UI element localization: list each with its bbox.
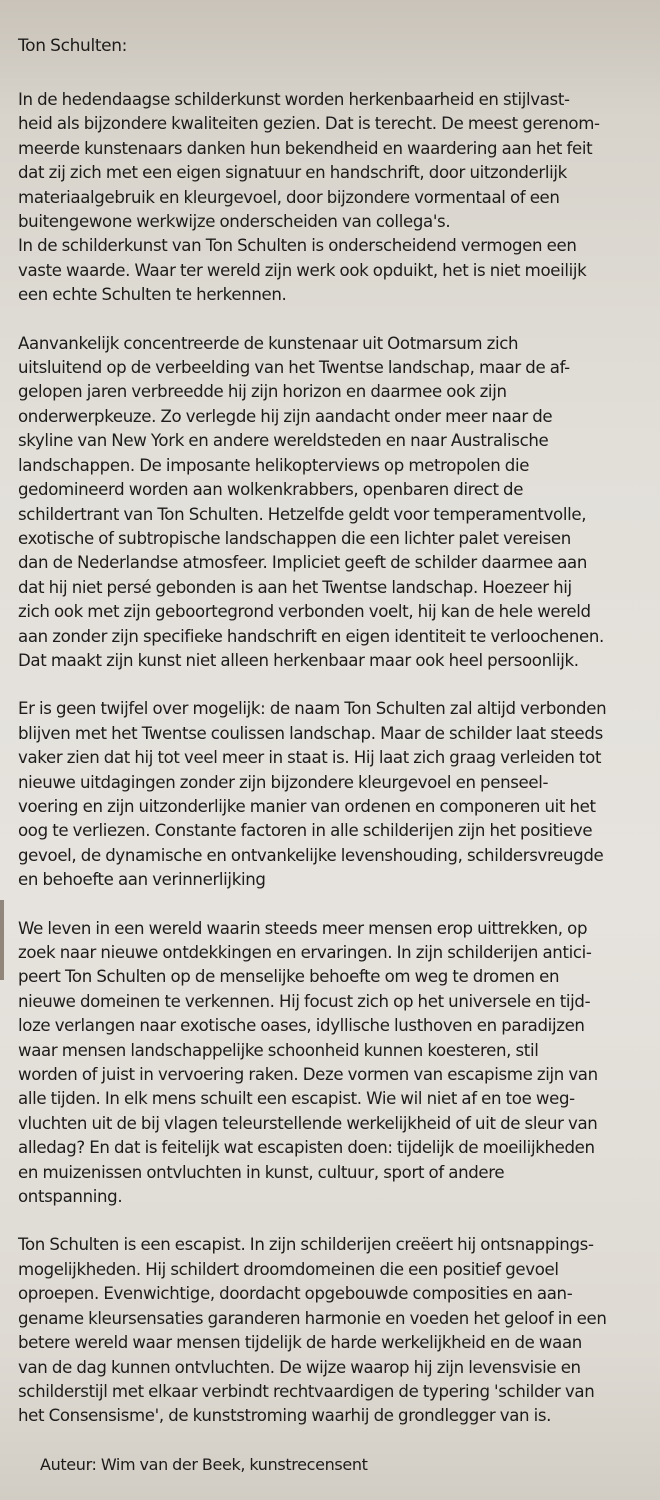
text-line: gevoel, de dynamische en ontvankelijke levenshouding, schildersvreugde: [18, 845, 604, 865]
text-line: meerde kunstenaars danken hun bekendheid en waardering aan het feit: [18, 138, 593, 158]
text-line: buitengewone werkwijze onderscheiden van collega's.: [18, 212, 451, 232]
text-line: exotische of subtropische landschappen die een lichter palet vereisen: [18, 528, 571, 548]
text-line: skyline van New York en andere wereldsteden en naar Australische: [18, 431, 549, 451]
text-line: betere wereld waar mensen tijdelijk de harde werkelijkheid en de waan: [18, 1333, 582, 1353]
text-line: gedomineerd worden aan wolkenkrabbers, openbaren direct de: [18, 480, 524, 500]
text-line: aan zonder zijn specifieke handschrift en eigen identiteit te verloochenen.: [18, 626, 604, 646]
text-line: landschappen. De imposante helikopterviews op metropolen die: [18, 455, 530, 475]
paragraph-gap: [18, 893, 648, 917]
paragraph-gap: [18, 673, 648, 697]
text-line: Ton Schulten is een escapist. In zijn schilderijen creëert hij ontsnappings-: [18, 1235, 594, 1255]
paragraph-3: [18, 697, 648, 892]
text-line: In de hedendaagse schilderkunst worden herkenbaarheid en stijlvast-: [18, 90, 570, 109]
text-line: oproepen. Evenwichtige, doordacht opgebouwde composities en aan-: [18, 1284, 573, 1304]
paragraph-5: [18, 1233, 648, 1428]
text-line: ontspanning.: [18, 1187, 123, 1207]
text-line: onderwerpkeuze. Zo verlegde hij zijn aandacht onder meer naar de: [18, 406, 553, 426]
text-line: In de schilderkunst van Ton Schulten is onderscheidend vermogen een: [18, 236, 577, 256]
text-line: We leven in een wereld waarin steeds meer mensen erop uittrekken, op: [18, 918, 588, 938]
text-line: zich ook met zijn geboortegrond verbonden voelt, hij kan de hele wereld: [18, 602, 591, 622]
text-line: peert Ton Schulten op de menselijke behoefte om weg te dromen en: [18, 967, 560, 987]
text-line: dan de Nederlandse atmosfeer. Impliciet geeft de schilder daarmee aan: [18, 553, 588, 573]
text-line: een echte Schulten te herkennen.: [18, 285, 287, 305]
text-line: uitsluitend op de verbeelding van het Twentse landschap, maar de af-: [18, 358, 570, 378]
text-line: voering en zijn uitzonderlijke manier van ordenen en componeren uit het: [18, 796, 596, 816]
text-line: nieuwe domeinen te verkennen. Hij focust zich op het universele en tijd-: [18, 991, 591, 1011]
text-line: materiaalgebruik en kleurgevoel, door bijzondere vormentaal of een: [18, 187, 560, 207]
text-line: gename kleursensaties garanderen harmonie en voeden het geloof in een: [18, 1308, 607, 1328]
text-line: vaker zien dat hij tot veel meer in staat is. Hij laat zich graag verleiden tot: [18, 748, 602, 768]
text-line: Aanvankelijk concentreerde de kunstenaar uit Ootmarsum zich: [18, 333, 519, 353]
text-line: gelopen jaren verbreedde hij zijn horizon en daarmee ook zijn: [18, 382, 507, 402]
text-line: Dat maakt zijn kunst niet alleen herkenbaar maar ook heel persoonlijk.: [18, 650, 579, 670]
text-line: dat hij niet persé gebonden is aan het Twentse landschap. Hoezeer hij: [18, 577, 572, 597]
text-line: Er is geen twijfel over mogelijk: de naam Ton Schulten zal altijd verbonden: [18, 699, 607, 719]
text-line: alledag? En dat is feitelijk wat escapisten doen: tijdelijk de moeilijkheden: [18, 1138, 595, 1158]
text-line: vluchten uit de bij vlagen teleurstellende werkelijkheid of uit de sleur van: [18, 1113, 598, 1133]
text-line: worden of juist in vervoering raken. Deze vormen van escapisme zijn van: [18, 1065, 598, 1085]
text-line: oog te verliezen. Constante factoren in alle schilderijen zijn het positieve: [18, 821, 593, 841]
text-line: mogelijkheden. Hij schildert droomdomeinen die een positief gevoel: [18, 1259, 559, 1279]
text-line: nieuwe uitdagingen zonder zijn bijzondere kleurgevoel en penseel-: [18, 772, 549, 792]
text-line: alle tijden. In elk mens schuilt een escapist. Wie wil niet af en toe weg-: [18, 1089, 575, 1109]
text-line: het Consensisme', de kunststroming waarhij de grondlegger van is.: [18, 1406, 552, 1426]
paragraph-2: [18, 332, 648, 674]
edge-shadow: [0, 900, 4, 980]
author-credit: Auteur: Wim van der Beek, kunstrecensent: [40, 1454, 368, 1474]
text-line: vaste waarde. Waar ter wereld zijn werk ook opduikt, het is niet moeilijk: [18, 260, 587, 280]
text-line: dat zij zich met een eigen signatuur en handschrift, door uitzonderlijk: [18, 163, 567, 183]
page-title: Ton Schulten:: [18, 36, 128, 56]
text-line: zoek naar nieuwe ontdekkingen en ervaringen. In zijn schilderijen antici-: [18, 943, 592, 962]
paragraph-gap: [18, 1209, 648, 1233]
text-line: schildertrant van Ton Schulten. Hetzelfde geldt voor temperamentvolle,: [18, 504, 587, 524]
paragraph-gap: [18, 308, 648, 332]
text-line: en behoefte aan verinnerlijking: [18, 870, 266, 890]
text-line: loze verlangen naar exotische oases, idyllische lusthoven en paradijzen: [18, 1016, 585, 1036]
text-line: en muizenissen ontvluchten in kunst, cultuur, sport of andere: [18, 1162, 505, 1182]
paragraph-1: [18, 88, 648, 308]
text-line: waar mensen landschappelijke schoonheid kunnen koesteren, stil: [18, 1040, 539, 1060]
body-text: [18, 88, 648, 1429]
text-line: van de dag kunnen ontvluchten. De wijze waarop hij zijn levensvisie en: [18, 1357, 581, 1377]
text-line: schilderstijl met elkaar verbindt rechtvaardigen de typering 'schilder van: [18, 1381, 595, 1401]
paragraph-4: [18, 917, 648, 1210]
text-line: blijven met het Twentse coulissen landschap. Maar de schilder laat steeds: [18, 723, 603, 743]
text-line: heid als bijzondere kwaliteiten gezien. Dat is terecht. De meest gerenom-: [18, 114, 600, 134]
